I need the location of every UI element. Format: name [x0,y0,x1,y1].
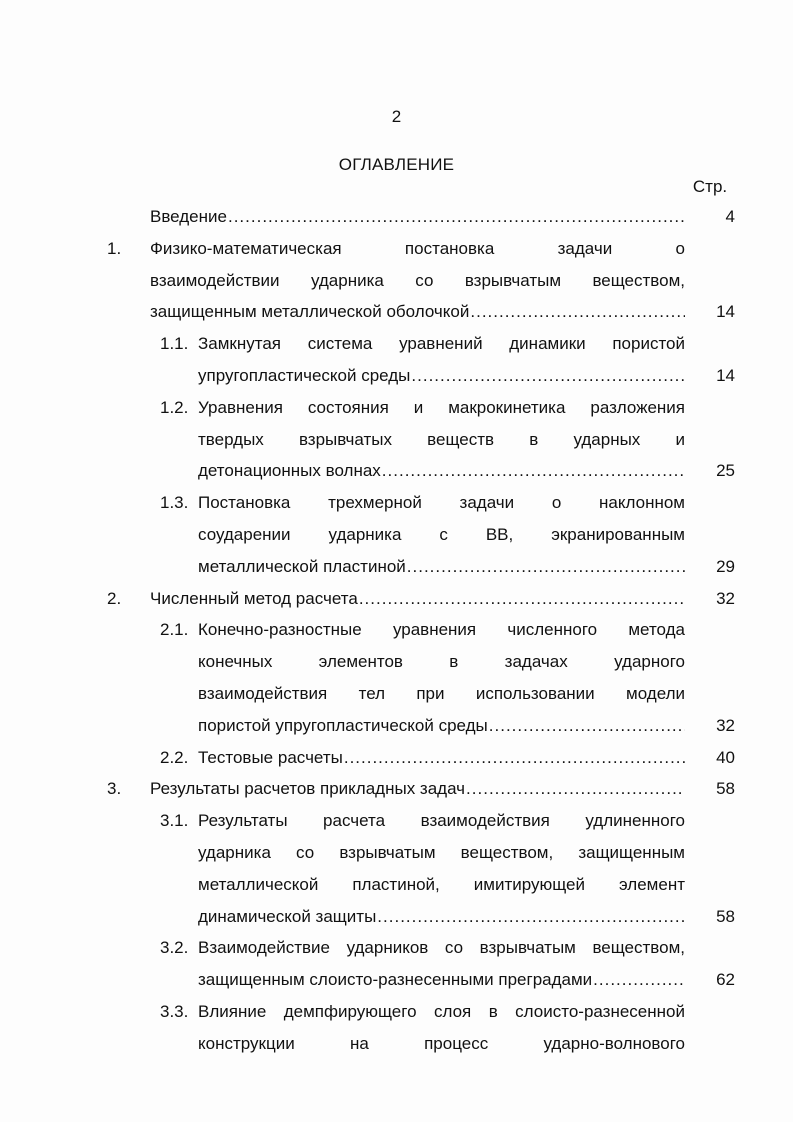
dot-leader [407,551,685,583]
toc-entry-line: Влияние демпфирующего слоя в слоисто-разнесенной [198,1002,685,1021]
toc-entry[interactable] [0,614,793,741]
toc-entry-page: 14 [716,302,735,322]
toc-entry-number: 3.2. [160,938,189,958]
toc-entry-line: Конечно-разностные уравнения численного метода [198,620,685,640]
toc-entry-line: конечных элементов в задачах ударного [198,652,685,672]
page-column-header: Стр. [692,177,728,196]
toc-entry-line: Постановка трехмерной задачи о наклонном [198,493,685,513]
toc-entry-line: Уравнения состояния и макрокинетика разложения [198,397,685,417]
toc-entry-line: твердых взрывчатых веществ в ударных и [198,429,685,449]
toc-entry-number: 1. [107,238,122,258]
toc-entry-line: металлической пластиной ..... [198,551,685,583]
toc-entry-line: Замкнутая система уравнений динамики пористой [198,334,685,354]
dot-leader [377,901,685,933]
toc-entry-number: 1.1. [160,334,189,354]
toc-entry-number: 1.3. [160,493,189,513]
toc-entry-page: 58 [716,779,735,799]
dot-leader [466,773,685,805]
toc-entry-line: Введение ..... [150,201,685,233]
toc-title: ОГЛАВЛЕНИЕ [338,155,455,174]
dot-leader [382,455,685,487]
toc-entry-number: 2.2. [160,747,189,767]
toc-entry-line: соударении ударника с ВВ, экранированным [198,524,685,544]
dot-leader [359,583,685,615]
toc-entry-number: 3.3. [160,1002,189,1021]
toc-entry-page: 32 [716,715,735,735]
page-number: 2 [391,107,402,126]
toc-entry-line: Взаимодействие ударников со взрывчатым веществом, [198,938,685,958]
toc-entry-number: 2. [107,588,122,608]
toc-entry-line: защищенным металлической оболочкой ..... [150,296,685,328]
toc-entry[interactable] [0,805,793,932]
toc-entry-line: ударника со взрывчатым веществом, защищенным [198,842,685,862]
toc-entry-line: упругопластической среды ..... [198,360,685,392]
toc-entry-page: 14 [716,365,735,385]
toc-entry-line: Численный метод расчета ..... [150,583,685,615]
dot-leader [470,296,685,328]
toc-entry-line: взаимодействия тел при использовании модели [198,683,685,703]
toc-entry-line: Физико-математическая постановка задачи о [150,238,685,258]
dot-leader [344,742,685,774]
toc-entry-line: детонационных волнах ..... [198,455,685,487]
toc-entry-line: конструкции на процесс ударно-волнового [198,1033,685,1053]
toc-entry[interactable] [0,201,793,233]
toc-entry[interactable] [0,487,793,582]
toc-entry-page: 25 [716,461,735,481]
toc-entry-page: 58 [716,906,735,926]
toc-entry-number: 3.1. [160,811,189,831]
dot-leader [593,964,685,996]
toc-entry-page: 62 [716,970,735,990]
toc-entry[interactable] [0,233,793,328]
toc-entry-number: 2.1. [160,620,189,640]
toc-entry[interactable] [0,742,793,774]
dot-leader [228,201,685,233]
toc-entry[interactable] [0,328,793,392]
toc-entry[interactable] [0,583,793,615]
toc-entry-number: 1.2. [160,397,189,417]
toc-entry-line: Тестовые расчеты ..... [198,742,685,774]
toc-entry-line: защищенным слоисто-разнесенными преградами ..... [198,964,685,996]
toc-entry[interactable] [0,996,793,1060]
toc-entry-line: Результаты расчета взаимодействия удлиненного [198,811,685,831]
toc-entry-page: 40 [716,747,735,767]
toc-entry-number: 3. [107,779,122,799]
toc-entry-page: 29 [716,556,735,576]
toc-entry[interactable] [0,932,793,996]
toc-entry-line: металлической пластиной, имитирующей элемент [198,874,685,894]
toc-entry[interactable] [0,392,793,487]
toc-entry-line: Результаты расчетов прикладных задач ..... [150,773,685,805]
toc-entry-page: 4 [725,207,735,226]
toc-entry[interactable] [0,773,793,805]
dot-leader [489,710,685,742]
toc-entry-page: 32 [716,588,735,608]
toc-entry-line: пористой упругопластической среды ..... [198,710,685,742]
toc-entry-line: взаимодействии ударника со взрывчатым веществом, [150,270,685,290]
toc-entry-line: динамической защиты ..... [198,901,685,933]
dot-leader [411,360,685,392]
